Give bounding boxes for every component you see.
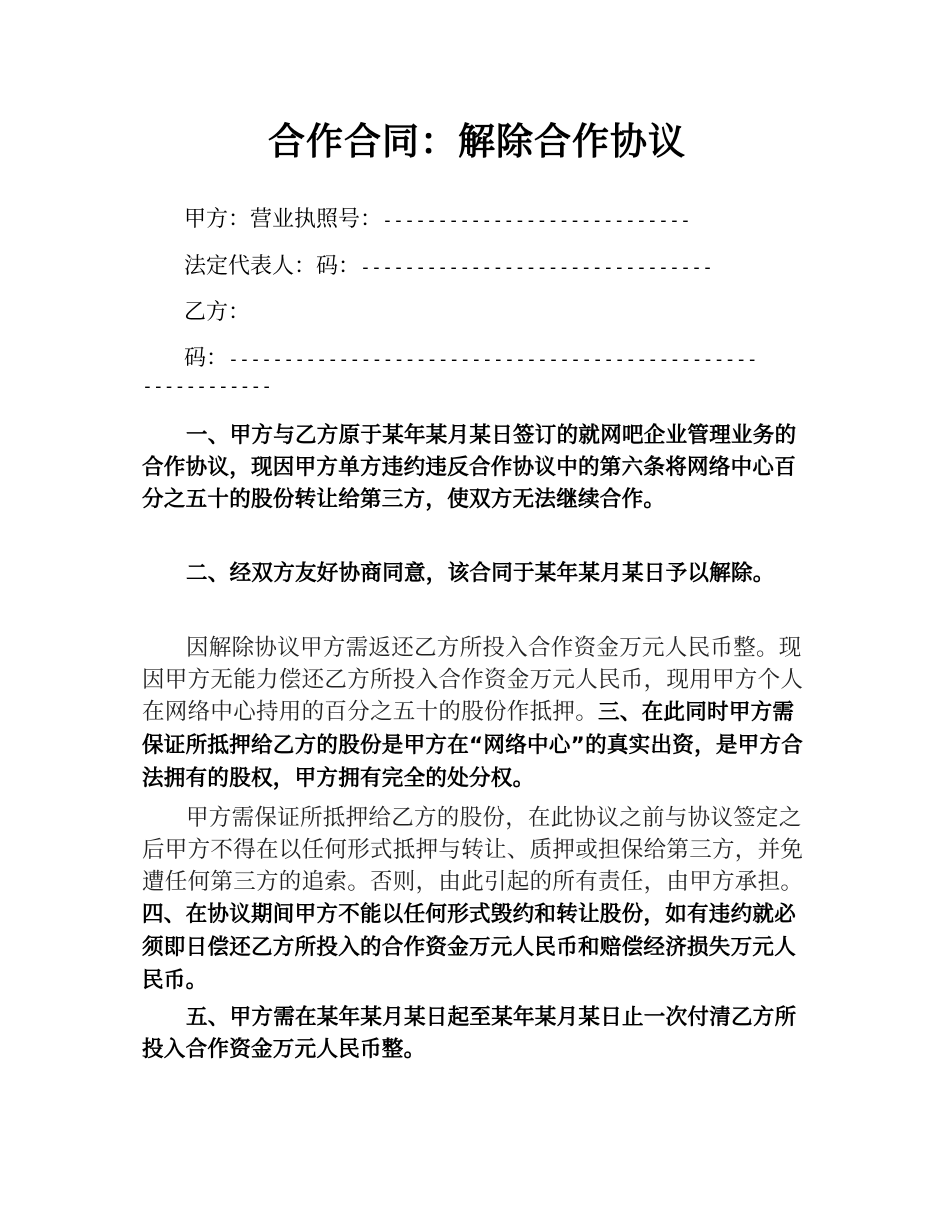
clause-1: 一、甲方与乙方原于某年某月某日签订的就网吧企业管理业务的合作协议，现因甲方单方违约违反合作协议中的第六条将网络中心百分之五十的股份转让给第三方，使双方无法继续合作。: [142, 423, 797, 512]
party-a-blank: ----------------------------: [382, 210, 692, 231]
party-a-field: [184, 205, 691, 236]
clause-3: 三、在此同时甲方需保证所抵押给乙方的股份是甲方在“网络中心”的真实出资，是甲方合法拥有的股权，甲方拥有完全的处分权。: [142, 700, 804, 791]
clause-3-paragraph: [142, 632, 812, 795]
code-blank: ------------------------------------------------: [228, 349, 758, 370]
clause-4: 四、在协议期间甲方不能以任何形式毁约和转让股份，如有违约就必须即日偿还乙方所投入的合作资金万元人民币和赔偿经济损失万元人民币。: [142, 902, 797, 993]
party-b-field: [184, 298, 250, 328]
code-label: 码：: [184, 346, 229, 371]
legal-rep-blank: --------------------------------: [360, 257, 714, 278]
document-title: 合作合同：解除合作协议: [268, 120, 686, 163]
party-a-label: 甲方：营业执照号：: [184, 207, 383, 232]
code-field: [184, 344, 758, 375]
legal-rep-label: 法定代表人：码：: [184, 254, 361, 279]
clause-4-intro: 甲方需保证所抵押给乙方的股份，在此协议之前与协议签定之后甲方不得在以任何形式抵押与转让、质押或担保给第三方，并免遭任何第三方的追索。否则，由此引起的所有责任，由甲方承担。: [142, 805, 804, 895]
legal-rep-field: [184, 252, 713, 283]
clause-4-paragraph: [142, 802, 812, 997]
clause-2: 二、经双方友好协商同意，该合同于某年某月某日予以解除。: [186, 561, 775, 586]
clause-3-intro: 因解除协议甲方需返还乙方所投入合作资金万元人民币整。现因甲方无能力偿还乙方所投入合作资金万元人民币，现用甲方个人在网络中心持用的百分之五十的股份作抵押。: [142, 635, 804, 725]
party-b-label: 乙方：: [184, 300, 251, 325]
code-blank-continued: ------------: [142, 376, 273, 397]
clause-5: 五、甲方需在某年某月某日起至某年某月某日止一次付清乙方所投入合作资金万元人民币整。: [142, 1005, 797, 1062]
